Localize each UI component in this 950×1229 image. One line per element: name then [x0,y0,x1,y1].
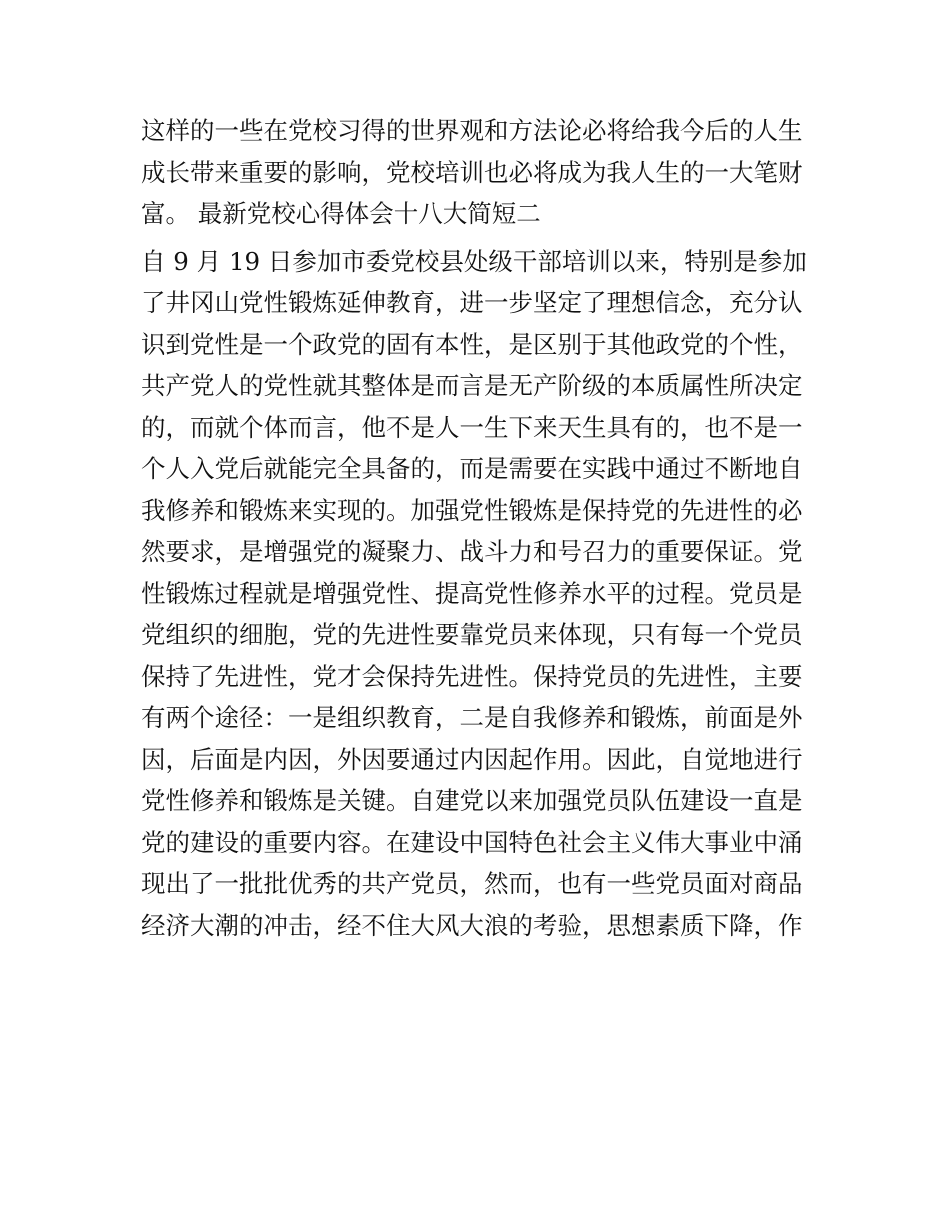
text-line: 党的建设的重要内容。在建设中国特色社会主义伟大事业中涌 [141,827,803,857]
text-line: 共产党人的党性就其整体是而言是无产阶级的本质属性所决定 [141,371,803,400]
text-line: 有两个途径：一是组织教育，二是自我修养和锻炼，前面是外 [141,703,803,732]
text-line: 性锻炼过程就是增强党性、提高党性修养水平的过程。党员是 [141,578,803,608]
text-line: 自 9 月 19 日参加市委党校县处级干部培训以来，特别是参加 [141,246,807,276]
text-line: 个人入党后就能完全具备的，而是需要在实践中通过不断地自 [141,454,803,483]
text-line: 的，而就个体而言，他不是人一生下来天生具有的，也不是一 [141,412,803,442]
text-line: 然要求，是增强党的凝聚力、战斗力和号召力的重要保证。党 [141,537,803,566]
text-line: 现出了一批批优秀的共产党员，然而，也有一些党员面对商品 [141,869,803,898]
text-line: 这样的一些在党校习得的世界观和方法论必将给我今后的人生 [141,116,803,145]
paragraph-1 [141,110,821,235]
text-line: 了井冈山党性锻炼延伸教育，进一步坚定了理想信念，充分认 [141,288,803,317]
paragraph-2 [141,241,821,947]
text-line: 党组织的细胞，党的先进性要靠党员来体现，只有每一个党员 [141,620,803,649]
text-line: 成长带来重要的影响，党校培训也必将成为我人生的一大笔财 [141,157,803,187]
document-body [141,110,821,946]
text-line: 党性修养和锻炼是关键。自建党以来加强党员队伍建设一直是 [141,786,803,815]
text-line: 经济大潮的冲击，经不住大风大浪的考验，思想素质下降，作 [141,910,803,940]
text-line: 保持了先进性，党才会保持先进性。保持党员的先进性，主要 [141,661,803,691]
text-line: 识到党性是一个政党的固有本性，是区别于其他政党的个性， [141,329,803,359]
text-line: 我修养和锻炼来实现的。加强党性锻炼是保持党的先进性的必 [141,495,803,525]
text-line: 富。 最新党校心得体会十八大简短二 [141,199,541,228]
text-line: 因，后面是内因，外因要通过内因起作用。因此，自觉地进行 [141,744,803,774]
